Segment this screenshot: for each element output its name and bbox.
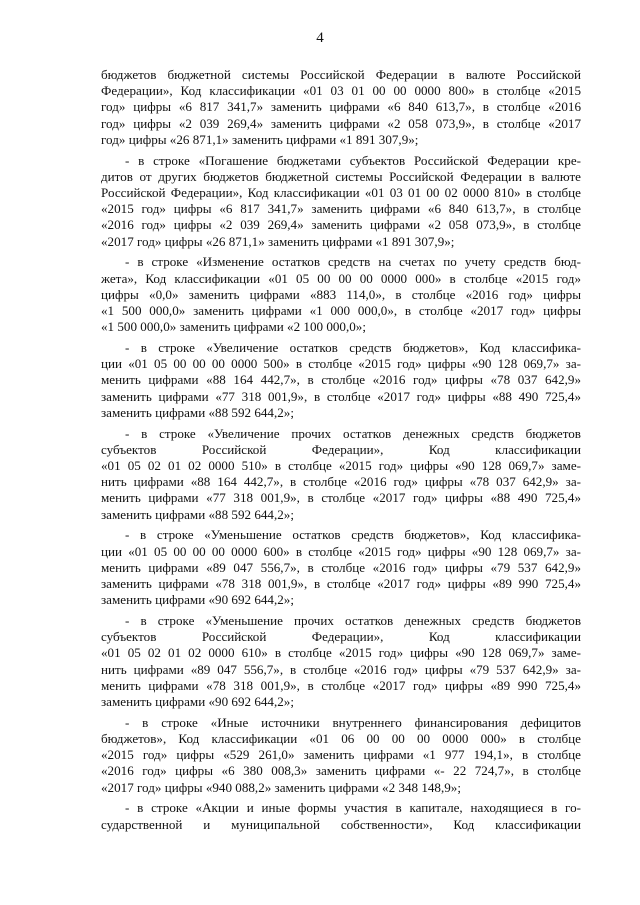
text-line: - в строке «Уменьшение остатков средств бюджетов», Код классифика- (125, 527, 581, 543)
text-line: нить цифрами «89 047 556,7», в столбце «2016 год» цифры «79 537 642,9» за- (101, 661, 581, 677)
text-line: год» цифры «26 871,1» заменить цифрами «1 891 307,9»; (101, 131, 419, 147)
text-line: субъектов Российской Федерации», Код классификации (101, 441, 581, 457)
paragraph (101, 340, 581, 421)
text-line: нить цифрами «88 164 442,7», в столбце «2016 год» цифры «78 037 642,9» за- (101, 474, 581, 490)
document-body (101, 67, 581, 837)
text-line: - в строке «Иные источники внутреннего финансирования дефицитов (125, 714, 581, 730)
text-line: «1 500 000,0» заменить цифрами «1 000 000,0», в столбце «2017 год» цифры (101, 303, 581, 319)
page-number: 4 (316, 30, 324, 46)
text-line: «01 05 02 01 02 0000 510» в столбце «2015 год» цифры «90 128 069,7» заме- (101, 458, 581, 474)
text-line: бюджетов», Код классификации «01 06 00 00 00 0000 000» в столбце (101, 731, 581, 747)
paragraph (101, 715, 581, 796)
text-line: «01 05 02 01 02 0000 610» в столбце «2015 год» цифры «90 128 069,7» заме- (101, 645, 581, 661)
paragraph (101, 67, 581, 148)
text-line: - в строке «Увеличение прочих остатков денежных средств бюджетов (125, 425, 581, 441)
text-line: сударственной и муниципальной собственности», Код классификации (101, 816, 581, 832)
text-line: - в строке «Акции и иные формы участия в капитале, находящиеся в го- (125, 800, 581, 816)
text-line: жета», Код классификации «01 05 00 00 00 0000 000» в столбце «2015 год» (101, 270, 581, 286)
text-line: Российской Федерации», Код классификации «01 03 01 00 02 0000 810» в столбце (101, 185, 581, 201)
paragraph (101, 254, 581, 335)
text-line: бюджетов бюджетной системы Российской Федерации в валюте Российской (101, 67, 581, 82)
text-line: «2017 год» цифры «940 088,2» заменить цифрами «2 348 148,9»; (101, 779, 461, 795)
text-line: дитов от других бюджетов бюджетной системы Российской Федерации в валюте (101, 168, 581, 184)
text-line: - в строке «Изменение остатков средств на счетах по учету средств бюд- (125, 254, 581, 270)
paragraph (101, 426, 581, 523)
text-line: ции «01 05 00 00 00 0000 600» в столбце «2015 год» цифры «90 128 069,7» за- (101, 543, 581, 559)
text-line: год» цифры «2 039 269,4» заменить цифрами «2 058 073,9», в столбце «2017 (101, 115, 581, 131)
text-line: заменить цифрами «88 592 644,2»; (101, 404, 294, 420)
text-line: - в строке «Увеличение остатков средств бюджетов», Код классифика- (125, 340, 581, 356)
paragraph (101, 613, 581, 710)
text-line: заменить цифрами «77 318 001,9», в столбце «2017 год» цифры «88 490 725,4» (101, 388, 581, 404)
paragraph (101, 527, 581, 608)
text-line: - в строке «Погашение бюджетами субъектов Российской Федерации кре- (125, 152, 581, 168)
text-line: «2016 год» цифры «2 039 269,4» заменить цифрами «2 058 073,9», в столбце (101, 217, 581, 233)
text-line: менить цифрами «88 164 442,7», в столбце «2016 год» цифры «78 037 642,9» (101, 372, 581, 388)
text-line: «2017 год» цифры «26 871,1» заменить цифрами «1 891 307,9»; (101, 233, 455, 249)
text-line: «2015 год» цифры «529 261,0» заменить цифрами «1 977 194,1», в столбце (101, 747, 581, 763)
paragraph (101, 800, 581, 832)
text-line: - в строке «Уменьшение прочих остатков денежных средств бюджетов (125, 613, 581, 629)
text-line: «2015 год» цифры «6 817 341,7» заменить цифрами «6 840 613,7», в столбце (101, 201, 581, 217)
text-line: ции «01 05 00 00 00 0000 500» в столбце «2015 год» цифры «90 128 069,7» за- (101, 356, 581, 372)
text-line: «2016 год» цифры «6 380 008,3» заменить цифрами «- 22 724,7», в столбце (101, 763, 581, 779)
text-line: Федерации», Код классификации «01 03 01 00 00 0000 800» в столбце «2015 (101, 83, 581, 99)
text-line: субъектов Российской Федерации», Код классификации (101, 629, 581, 645)
text-line: заменить цифрами «78 318 001,9», в столбце «2017 год» цифры «89 990 725,4» (101, 576, 581, 592)
text-line: менить цифрами «77 318 001,9», в столбце «2017 год» цифры «88 490 725,4» (101, 490, 581, 506)
text-line: менить цифрами «78 318 001,9», в столбце «2017 год» цифры «89 990 725,4» (101, 677, 581, 693)
text-line: менить цифрами «89 047 556,7», в столбце «2016 год» цифры «79 537 642,9» (101, 559, 581, 575)
paragraph (101, 153, 581, 250)
text-line: цифры «0,0» заменить цифрами «883 114,0», в столбце «2016 год» цифры (101, 286, 581, 302)
text-line: заменить цифрами «90 692 644,2»; (101, 592, 294, 608)
text-line: год» цифры «6 817 341,7» заменить цифрами «6 840 613,7», в столбце «2016 (101, 99, 581, 115)
text-line: заменить цифрами «90 692 644,2»; (101, 694, 294, 710)
text-line: «1 500 000,0» заменить цифрами «2 100 000,0»; (101, 319, 366, 335)
text-line: заменить цифрами «88 592 644,2»; (101, 506, 294, 522)
